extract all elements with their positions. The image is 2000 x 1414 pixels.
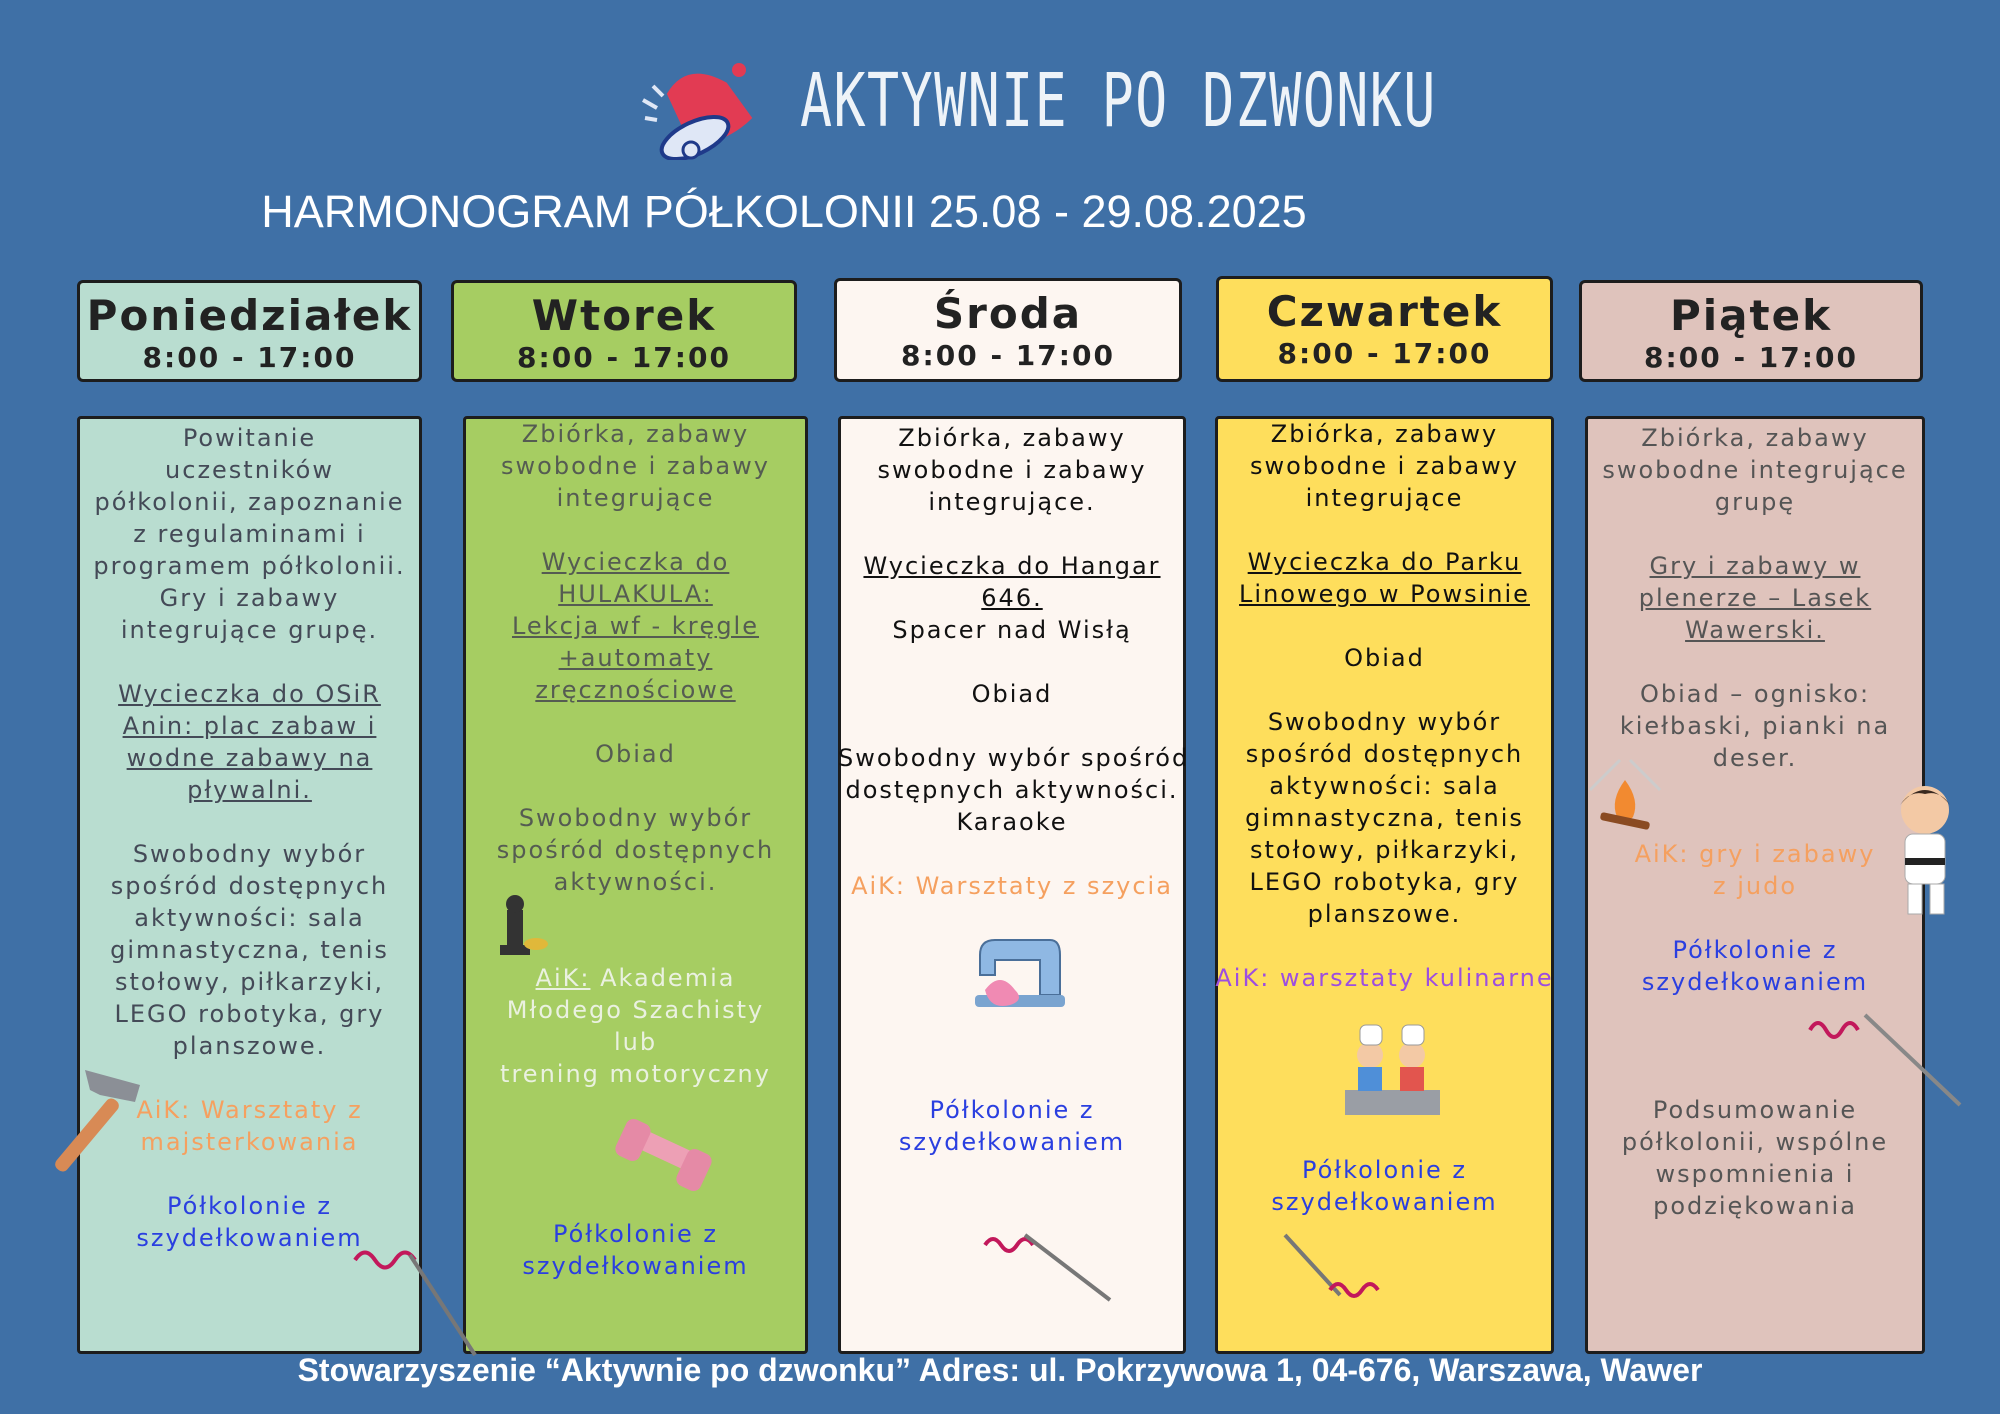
day-name: Czwartek: [1266, 287, 1503, 336]
day-header-monday: [77, 280, 422, 382]
schedule-text: Zbiórka, zabawy swobodne i zabawy integrujące Wycieczka do Parku Linowego w Powsinie Obiad Swobodny wybór spośród dostępnych aktywności: sala gimnastyczna, tenis stołowy, piłkarzyki, LEGO robotyka, gry planszowe. AiK: warsztaty kulinarne Półkolonie z szydełkowaniem: [1215, 420, 1554, 1216]
day-hours: 8:00 - 17:00: [142, 341, 357, 374]
day-name: Środa: [933, 289, 1083, 338]
crochet-hook-icon: [1280, 1230, 1390, 1314]
day-name: Poniedziałek: [86, 291, 413, 340]
page-title: HARMONOGRAM PÓŁKOLONII 25.08 - 29.08.2025: [261, 186, 1307, 237]
day-name: Wtorek: [531, 291, 717, 340]
dumbbell-icon: [615, 1110, 715, 1204]
crochet-hook-icon: [980, 1225, 1120, 1309]
day-header-wednesday: [834, 278, 1182, 382]
footer-address: Stowarzyszenie “Aktywnie po dzwonku” Adres: ul. Pokrzywowa 1, 04-676, Warszawa, Wawer: [297, 1352, 1703, 1388]
day-hours: 8:00 - 17:00: [517, 341, 731, 374]
crochet-hook-icon: [350, 1240, 490, 1364]
schedule-text: Zbiórka, zabawy swobodne i zabawy integrujące. Wycieczka do Hangar 646. Spacer nad Wisłą Obiad Swobodny wybór spośród dostępnych aktywności. Karaoke AiK: Warsztaty z szycia Półkolonie z szydełkowaniem: [838, 424, 1190, 1156]
day-header-tuesday: [451, 280, 797, 382]
schedule-text: Zbiórka, zabawy swobodne i zabawy integrujące Wycieczka do HULAKULA: Lekcja wf - kręgle +automaty zręcznościowe Obiad Swobodny wybór spośród dostępnych aktywności. AiK: Akademia Młodego Szachisty lub trening motoryczny Półkolonie z szydełkowaniem: [496, 420, 775, 1280]
campfire-icon: [1585, 755, 1665, 839]
schedule-text: Zbiórka, zabawy swobodne integrujące grupę Gry i zabawy w plenerze – Lasek Wawerski. Obiad – ognisko: kiełbaski, pianki na deser. AiK: gry i zabawy z judo Półkolonie z szydełkowaniem Podsumowanie półkolonii, wspólne wspomnienia i podziękowania: [1602, 424, 1908, 1220]
brand-title: AKTYWNIE PO DZWONKU: [800, 58, 1437, 144]
day-hours: 8:00 - 17:00: [1644, 341, 1858, 374]
hammer-icon: [30, 1060, 150, 1184]
day-hours: 8:00 - 17:00: [1277, 337, 1492, 370]
judo-kid-icon: [1880, 780, 1980, 924]
day-header-friday: [1579, 280, 1923, 382]
kids-cooking-icon: [1340, 1015, 1445, 1124]
schedule-text: Powitanie uczestników półkolonii, zapoznanie z regulaminami i programem półkolonii. Gry i zabawy integrujące grupę. Wycieczka do OSiR Anin: plac zabaw i wodne zabawy na pływalni. Swobodny wybór spośród dostępnych aktywności: sala gimnastyczna, tenis stołowy, piłkarzyki, LEGO robotyka, gry planszowe. AiK: Warsztaty z majsterkowania Półkolonie z szydełkowaniem: [93, 424, 406, 1252]
day-header-thursday: [1216, 276, 1553, 382]
sewing-machine-icon: [975, 935, 1065, 1019]
chess-piece-icon: [490, 890, 550, 964]
day-hours: 8:00 - 17:00: [901, 339, 1115, 372]
bell-logo-icon: [635, 60, 765, 160]
crochet-hook-icon: [1805, 1010, 1965, 1114]
day-name: Piątek: [1669, 291, 1832, 340]
